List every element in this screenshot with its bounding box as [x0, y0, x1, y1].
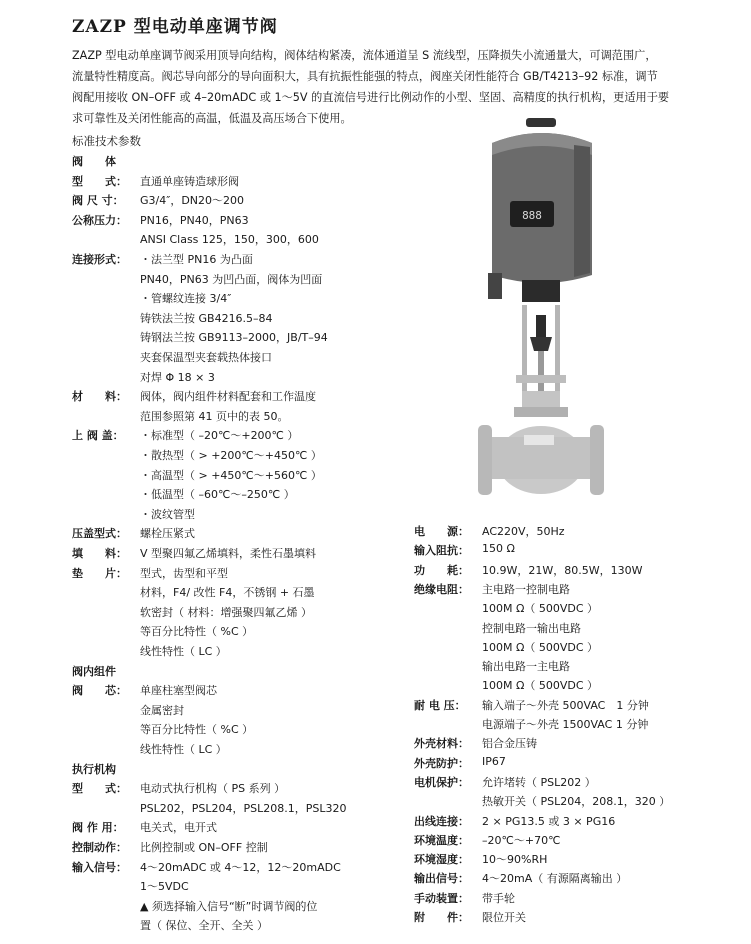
- right-spec-label: 外壳材料：: [414, 737, 469, 751]
- left-spec-value: 材料，F4/ 改性 F4，不锈钢 + 石墨: [140, 586, 315, 600]
- section-title: 标准技术参数: [72, 134, 141, 148]
- right-spec-value: 100M Ω（ 500VDC ）: [482, 679, 599, 693]
- left-spec-value: 夹套保温型夹套载热体接口: [140, 351, 272, 364]
- left-spec-value: 铸铁法兰按 GB4216.5–84: [140, 311, 273, 325]
- right-spec-value: 4～20mA（ 有源隔离输出 ）: [482, 872, 628, 886]
- left-spec-value: ・波纹管型: [140, 507, 195, 521]
- left-spec-value: 金属密封: [140, 703, 184, 717]
- right-spec-label: 电机保护：: [414, 775, 469, 789]
- electric-valve-illustration: [478, 115, 628, 535]
- left-spec-value: 对焊 Φ 18 × 3: [140, 370, 215, 384]
- left-spec-label: 型 式：: [72, 174, 127, 188]
- right-spec-label: 出线连接：: [414, 814, 469, 828]
- left-spec-label: 型 式：: [72, 782, 127, 796]
- intro-line-2: 流量特性精度高。阀芯导向部分的导向面积大，具有抗振性能强的特点，阀座关闭性能符合 GB/T4213–92 标准，调节: [72, 70, 658, 83]
- left-spec-value: V 型聚四氟乙烯填料，柔性石墨填料: [140, 547, 317, 560]
- left-spec-value: 阀体，阀内组件材料配套和工作温度: [140, 390, 316, 404]
- right-spec-value: 热敏开关（ PSL204，208.1，320 ）: [482, 795, 671, 809]
- left-spec-value: 线性特性（ LC ）: [140, 645, 227, 658]
- left-spec-value: G3/4″，DN20～200: [140, 194, 245, 208]
- left-spec-value: ・管螺纹连接 3/4″: [140, 292, 232, 306]
- right-spec-label: 功 耗：: [414, 563, 469, 577]
- left-spec-value: 铸钢法兰按 GB9113–2000，JB/T–94: [140, 331, 328, 345]
- intro-line-4: 求可靠性及关闭性能高的高温，低温及高压场合下使用。: [72, 112, 352, 125]
- right-spec-value: 100M Ω（ 500VDC ）: [482, 640, 599, 654]
- right-spec-label: 外壳防护：: [414, 756, 469, 770]
- left-spec-value: 置（ 保位、全开、全关 ）: [140, 919, 268, 933]
- right-flange: [590, 425, 604, 495]
- right-spec-value: IP67: [482, 754, 506, 768]
- left-spec-label: 输入信号：: [72, 860, 127, 874]
- right-spec-value: 铝合金压铸: [482, 737, 537, 751]
- right-spec-value: –20℃～+70℃: [482, 833, 561, 847]
- left-spec-value: 比例控制或 ON–OFF 控制: [140, 841, 268, 854]
- left-spec-label: 阀 芯：: [72, 684, 127, 698]
- left-flange: [478, 425, 492, 495]
- right-spec-value: 10～90%RH: [482, 853, 548, 867]
- left-spec-value: 4～20mADC 或 4～12，12～20mADC: [140, 860, 341, 874]
- left-spec-label: 连接形式：: [72, 253, 127, 266]
- left-spec-value: 1～5VDC: [140, 880, 189, 894]
- svg-text:888: 888: [522, 209, 542, 222]
- left-spec-value: ▲ 须选择输入信号“断”时调节阀的位: [140, 899, 318, 913]
- right-spec-value: 150 Ω: [482, 542, 515, 556]
- left-spec-value: ・标准型（ –20℃～+200℃ ）: [140, 429, 299, 443]
- right-spec-value: AC220V，50Hz: [482, 525, 565, 538]
- right-spec-label: 环境温度：: [414, 833, 469, 847]
- right-spec-value: 2 × PG13.5 或 3 × PG16: [482, 814, 616, 828]
- left-spec-value: 电动式执行机构（ PS 系列 ）: [140, 782, 286, 796]
- left-spec-value: 直通单座铸造球形阀: [140, 174, 239, 188]
- right-spec-value: 控制电路一输出电路: [482, 621, 581, 635]
- left-spec-value: ・高温型（ > +450℃～+560℃ ）: [140, 468, 322, 482]
- left-spec-label: 垫 片：: [72, 566, 127, 580]
- right-spec-value: 输出电路一主电路: [482, 660, 570, 674]
- left-spec-label: 材 料：: [72, 390, 127, 404]
- left-spec-label: 阀内组件: [72, 664, 116, 678]
- left-spec-label: 执行机构: [72, 762, 116, 776]
- left-spec-value: 单座柱塞型阀芯: [140, 684, 217, 698]
- left-spec-label: 上 阀 盖：: [72, 429, 124, 443]
- right-spec-label: 环境湿度：: [414, 853, 469, 867]
- left-spec-value: PSL202，PSL204，PSL208.1，PSL320: [140, 801, 347, 815]
- page-title: ZAZP 型电动单座调节阀: [72, 17, 278, 37]
- left-spec-value: 电关式，电开式: [140, 821, 217, 835]
- left-spec-value: 等百分比特性（ %C ）: [140, 723, 254, 737]
- left-spec-value: 范围参照第 41 页中的表 50。: [140, 409, 289, 423]
- left-spec-value: 等百分比特性（ %C ）: [140, 625, 254, 639]
- left-spec-value: ・低温型（ –60℃～–250℃ ）: [140, 488, 295, 502]
- right-spec-label: 输入阻抗：: [414, 544, 469, 558]
- left-spec-value: ・法兰型 PN16 为凸面: [140, 253, 253, 266]
- right-spec-value: 限位开关: [482, 911, 526, 924]
- right-spec-value: 10.9W，21W，80.5W，130W: [482, 563, 643, 577]
- left-spec-value: ANSI Class 125，150，300，600: [140, 233, 319, 247]
- left-spec-value: PN16，PN40，PN63: [140, 213, 249, 227]
- intro-line-3: 阀配用接收 ON–OFF 或 4–20mADC 或 1～5V 的直流信号进行比例动作的小型、坚固、高精度的执行机构，更适用于要: [72, 91, 670, 104]
- left-spec-value: 螺栓压紧式: [140, 527, 195, 541]
- left-spec-value: 线性特性（ LC ）: [140, 743, 227, 756]
- right-spec-value: 主电路一控制电路: [482, 582, 570, 596]
- left-spec-value: 软密封（ 材料：增强聚四氟乙烯 ）: [140, 605, 312, 619]
- left-spec-label: 阀 作 用：: [72, 821, 124, 835]
- left-spec-label: 公称压力：: [72, 213, 127, 227]
- right-spec-value: 允许堵转（ PSL202 ）: [482, 775, 596, 789]
- right-spec-label: 输出信号：: [414, 872, 469, 886]
- left-spec-value: 型式，齿型和平型: [140, 566, 228, 580]
- left-spec-label: 控制动作：: [72, 841, 127, 854]
- intro-line-1: ZAZP 型电动单座调节阀采用顶导向结构，阀体结构紧凑，流体通道呈 S 流线型，压降损失小流通量大，可调范围广，: [72, 49, 657, 62]
- handwheel-icon: [526, 118, 556, 127]
- right-spec-value: 带手轮: [482, 891, 515, 905]
- left-spec-label: 阀 尺 寸：: [72, 194, 124, 208]
- right-spec-label: 手动装置：: [414, 891, 469, 905]
- right-spec-label: 电 源：: [414, 525, 469, 538]
- right-spec-label: 绝缘电阻：: [414, 582, 469, 596]
- left-spec-value: PN40，PN63 为凹凸面，阀体为凹面: [140, 272, 323, 286]
- left-spec-label: 阀 体: [72, 155, 116, 168]
- left-spec-label: 填 料：: [72, 547, 127, 560]
- right-spec-label: 耐 电 压：: [414, 698, 466, 712]
- right-spec-value: 电源端子～外壳 1500VAC 1 分钟: [482, 718, 649, 731]
- left-spec-value: ・散热型（ > +200℃～+450℃ ）: [140, 449, 322, 462]
- left-spec-label: 压盖型式：: [72, 527, 127, 541]
- right-spec-label: 附 件：: [414, 911, 469, 924]
- right-spec-value: 100M Ω（ 500VDC ）: [482, 602, 599, 616]
- right-spec-value: 输入端子～外壳 500VAC 1 分钟: [482, 698, 649, 712]
